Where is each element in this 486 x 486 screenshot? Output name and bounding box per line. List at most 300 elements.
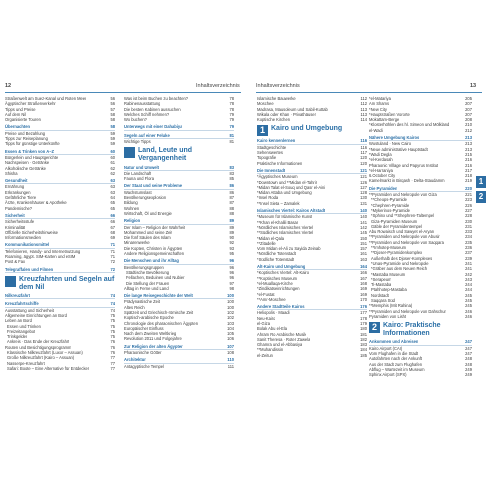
toc-page-number: 66 [110,219,115,225]
toc-page-number: 213 [465,141,472,147]
toc-page-number: 140 [360,214,367,220]
toc-entry-title: Chronologie des pharaonischen Ägypten [124,320,198,326]
chapter-title: Land, Leute und Vergangenheit [138,147,193,162]
toc-page-number: 88 [229,210,234,216]
toc-entry-title: Giza-Pyramiden Museum [371,218,418,224]
toc-entry-title: Altes Reich [124,304,145,310]
toc-page-number: 92 [229,240,234,246]
toc-entry-title: Rabinenausstattung [124,101,161,107]
toc-entry-title: Sicherheitsstufe [5,219,35,225]
toc-entry[interactable] [5,366,115,371]
toc-entry-title: Die Stellung der Frauen [126,280,170,286]
toc-page-number: 227 [465,207,472,213]
toc-entry-title: Abflug – Wartezeit im Museum [369,366,425,372]
toc-column-2 [124,96,234,369]
toc-entry-title: Freizeitangebot [7,328,36,334]
toc-entry-title: Wo buchen? [124,117,147,123]
toc-page-number: 219 [465,178,472,184]
toc-page-number: 96 [229,275,234,281]
toc-entry-title: Gefährliche Tiere [5,195,37,201]
toc-entry-title: Kriminalität [5,224,26,230]
toc-page-number: 213 [465,135,472,141]
toc-page-number: 151 [360,240,367,246]
toc-entry-title: Die Pyramiden [369,185,398,191]
toc-entry-title: el-Giza [257,320,270,326]
toc-entry-title: Mohammed und seine Zeit [124,229,173,235]
toc-entry-title: Telegraffalen und Filmen [5,266,54,272]
toc-page-number: 247 [465,350,472,356]
toc-entry[interactable] [257,161,367,166]
toc-entry-title: Moschee [257,101,274,107]
toc-page-number: 100 [227,293,234,299]
toc-entry-title: **Amr-Moschee [257,296,286,302]
toc-page-number: 81 [229,132,234,138]
toc-entry-title: Aus der Stadt zum Flughafen [369,361,423,367]
toc-entry-title: Ägyptischer Straßenverkehr [5,101,56,107]
toc-entry-title: *Downtown und **Midan el-Tahrir [257,179,318,185]
toc-entry[interactable] [5,141,115,146]
toc-entry-title: Pharaonische Götter [124,350,162,356]
toc-page-number: 75 [110,312,115,318]
toc-page-number: 72 [110,259,115,265]
toc-entry[interactable] [369,128,472,133]
toc-entry-title: **Zitadelle [257,240,276,246]
toc-page-number: 150 [360,235,367,241]
toc-entry-title: Bevölkerungsexplosion [124,195,167,201]
toc-page-number: 93 [229,245,234,251]
toc-page-number: 157 [360,246,367,252]
toc-page-number: 62 [110,165,115,171]
toc-entry[interactable] [124,286,234,291]
right-page-number: 13 [470,83,477,89]
toc-entry-title: Fellachen, Beduinen und Nubier [126,275,185,281]
toc-page-number: 88 [229,205,234,211]
toc-entry[interactable] [124,350,234,355]
toc-entry-title: Die lange Reisegeschichte der Welt [124,293,193,299]
toc-entry-title: **Muhandissin [257,347,284,353]
toc-entry-title: Natur und Umwelt [124,164,160,170]
toc-entry-title: *el-Fustat [257,291,275,297]
toc-page-number: 169 [360,291,367,297]
toc-entry-title: Tipps zur Reiseplanung [5,136,48,142]
toc-entry-title: 6.October City [369,173,396,179]
toc-entry-title: Architektur [124,357,146,363]
toc-page-number: 207 [465,106,472,112]
toc-page-number: 60 [110,148,115,154]
toc-entry-title: *New City [369,106,387,112]
toc-page-number: 107 [227,343,234,349]
toc-page-number: 63 [110,184,115,190]
toc-page-number: 221 [465,192,472,198]
toc-entry-title: el-Zeitun [257,352,273,358]
toc-entry-title: Ptahhotep-Mastaba [371,287,407,293]
toc-entry[interactable] [5,206,115,211]
toc-entry-title: Ankommen und Abreisen [369,339,419,345]
toc-page-number: 90 [229,235,234,241]
toc-entry-title: *Insel Roda [257,195,279,201]
toc-page-number: 237 [465,250,472,256]
toc-page-number: 64 [110,195,115,201]
toc-page-number: 247 [465,345,472,351]
toc-entry[interactable] [5,259,115,264]
toc-page-number: 233 [465,229,472,235]
toc-entry-title: *Mastaba Museum [371,271,406,277]
chapter-tab-2[interactable]: 2 [476,191,486,203]
toc-entry-title: Spätzeit und Griechisch-römische Zeit [124,309,194,315]
toc-page-number: 57 [110,106,115,112]
toc-page-number: 69 [110,235,115,241]
toc-entry-title: Die Menschen und ihr Alltag [124,258,179,264]
toc-entry[interactable] [369,314,472,319]
toc-entry-title: Nasserpe-Kreuzfahrt [7,360,45,366]
toc-entry-title: el-Wadi [369,127,383,133]
toc-entry-title: Islamisches Viertel: Kairos Altstadt [257,208,326,214]
toc-entry[interactable] [124,117,234,122]
toc-page-number: 212 [465,127,472,133]
toc-page-number: 97 [229,280,234,286]
toc-entry-title: Wachstumslast [124,189,152,195]
toc-entry-title: Die Landschaft [124,170,152,176]
toc-section-heading[interactable] [124,124,234,130]
toc-page-number: 213 [465,146,472,152]
chapter-heading [5,276,115,291]
toc-entry-title: Revolution 2011 und Folgejahre [124,336,182,342]
toc-entry-title: Städtische Bevölkerung [126,269,170,275]
toc-entry-title: Post & Fax [5,259,26,265]
toc-entry-title: Die Kopten, Christen in Ägypten [124,245,183,251]
toc-page-number: 223 [465,197,472,203]
toc-entry-title: Nachspeisen · Getränke [5,160,50,166]
toc-entry-title: Routen und Besichtigungsprogramm [5,344,72,350]
toc-page-number: 161 [360,251,367,257]
chapter-number-badge [5,276,16,287]
toc-entry-title: Pandemische? [5,205,33,211]
toc-page-number: 218 [465,173,472,179]
toc-page-number: 56 [110,96,115,101]
toc-entry-title: Welches Schiff nehmen? [124,111,170,117]
toc-page-number: 111 [227,363,234,369]
toc-page-number: 56 [110,101,115,107]
toc-page-number: 87 [229,200,234,206]
toc-page-number: 77 [110,360,115,366]
toc-entry-title: Kairo Airport (CAI) [369,345,403,351]
toc-page-number: 245 [465,292,472,298]
toc-page-number: 142 [360,224,367,230]
toc-page-number: 76 [110,339,115,345]
toc-entry[interactable] [5,235,115,240]
toc-entry-title: Straßenwelt am Suez-Kanal und Roten Meer [5,96,87,101]
toc-page-number: 226 [465,202,472,208]
toc-entry-title: Wohnen [124,205,140,211]
toc-entry-title: *Midan Attaba und Umgebung [257,190,312,196]
toc-page-number: 245 [465,297,472,303]
toc-entry-title: Minarenwerke [124,240,150,246]
toc-entry-title: **Pyramiden und Nekropole von Abusir [369,234,440,240]
toc-entry-title: Nähere Umgebung Kairos [369,135,420,141]
toc-page-number: 177 [360,310,367,316]
toc-entry-title: Kairo kennenlernen [257,138,296,144]
toc-entry-title: Nach dem Zweiten Weltkrieg [124,331,177,337]
toc-page-number: 98 [229,285,234,291]
toc-page-number: 164 [360,264,367,270]
toc-page-number: 62 [110,170,115,176]
toc-entry-title: Madrasa, Mausoleum und Sabil-Kuttab [257,106,328,112]
toc-entry-title: Zur Religion der alten Ägypter [124,343,183,349]
toc-page-number: 181 [360,331,367,337]
chapter-title: Kairo: Praktische Informationen [383,322,441,337]
toc-page-number: 241 [465,266,472,272]
toc-entry[interactable] [124,364,234,369]
chapter-number-badge: 2 [369,322,380,333]
toc-page-number: 76 [110,350,115,356]
toc-page-number: 75 [110,328,115,334]
toc-entry-title: Antagyptische Tempel [124,363,164,369]
toc-page-number: 106 [227,336,234,342]
toc-entry[interactable] [369,178,472,183]
toc-entry-title: Bildung [124,200,138,206]
toc-page-number: 59 [110,130,115,136]
toc-entry-title: Alt-Kairo und Umgebung [257,264,306,270]
toc-entry-title: Auf dem Nil [5,111,27,117]
toc-entry[interactable] [124,176,234,181]
toc-entry-title: Ausstattung und Sicherheit [5,307,54,313]
chapter-title: Kreuzfahrten und Segeln auf dem Nil [19,275,115,291]
toc-entry-title: *el-Matariya [369,96,391,101]
header-rule-right [256,92,482,93]
toc-entry-title: Wustuland · New Cairo [369,141,412,147]
toc-page-number: 170 [360,296,367,302]
toc-entry-title: Fauna und Flora [124,176,155,182]
toc-entry-title: Nordstadt [371,292,389,298]
toc-page-number: 77 [110,355,115,361]
toc-entry[interactable] [124,251,234,256]
toc-page-number: 66 [110,212,115,218]
toc-entry[interactable] [369,372,472,377]
toc-entry-title: **Pyramiden und Nekropole von Dahschur [369,308,446,314]
toc-entry[interactable] [257,353,367,358]
toc-entry-title: *Nördliche Totenstadt [257,251,296,257]
toc-page-number: 244 [465,282,472,288]
toc-page-number: 89 [229,229,234,235]
toc-entry-title: Offizielle Sicherheitshinweise [5,229,58,235]
toc-entry-title: Religion [124,218,141,224]
toc-entry-title: Mokattam-Berge [369,117,400,123]
toc-page-number: 215 [465,151,472,157]
toc-entry[interactable] [257,117,367,122]
toc-page-number: 96 [229,258,234,264]
toc-page-number: 81 [229,139,234,145]
toc-entry-title: *el-Kerdasah [369,157,393,163]
toc-entry[interactable] [257,297,367,302]
toc-entry-title: *Serapeum [371,276,392,282]
toc-page-number: 242 [465,271,472,277]
toc-entry-title: *Sphinx und **Shephren-Taltempel [371,213,435,219]
toc-entry-title: **Khan el-Khalili Basar [257,219,299,225]
toc-page-number: 246 [465,313,472,319]
toc-entry-title: Bolak Abu el-Ela [257,326,288,332]
toc-entry-title: Informationsmedien [5,235,41,241]
toc-column-4 [369,96,472,377]
toc-entry-title: Ernährung [5,184,25,190]
toc-entry-title: Kommunikationsmittel [5,242,50,248]
toc-entry[interactable] [5,117,115,122]
toc-entry-title: Safari: Boote – Eine Alternative für Entdecker [7,365,90,371]
toc-entry-title: *Koptisches Viertel: Alt-Kairo [257,270,310,276]
toc-entry-title: Vom Flughafen in die Stadt [369,350,419,356]
toc-section-heading[interactable] [5,267,115,273]
toc-entry-title: Sehenswertes [257,150,283,156]
toc-entry[interactable] [257,201,367,206]
toc-entry-title: Übernachten [5,124,31,130]
toc-page-number: 121 [360,167,367,173]
toc-entry-title: **Pyramiden und Nekropole von Saqqara [369,239,444,245]
toc-entry-title: Am Shams [369,101,390,107]
toc-page-number: 108 [227,350,234,356]
toc-entry-title: Leben an Bord [5,318,32,324]
toc-page-number: 89 [229,218,234,224]
toc-entry-title: Bevölkerungsgruppen [124,264,164,270]
toc-entry-title: Andere Stadtteile Kairos [257,304,305,310]
toc-entry-title: Kamelmarkt in Birqash · Delta-Staudamm [369,178,445,184]
toc-entry-title: Ghamra und el-Abbasiya [257,342,303,348]
toc-entry-title: Stadtgeschichte [257,144,287,150]
toc-entry-title: **Insel Sieta – Zamalek [257,200,300,206]
toc-entry-title: Topografie [257,155,277,161]
toc-page-number: 71 [110,242,115,248]
chapter-heading [257,125,367,136]
toc-page-number: 245 [465,303,472,309]
toc-page-number: 58 [110,117,115,123]
toc-entry-title: Essen & Trinken von A–Z [5,148,54,154]
left-page-title: Inhaltsverzeichnis [196,83,240,89]
toc-entry[interactable] [124,336,234,341]
toc-page-number: 126 [360,179,367,185]
toc-page-number: 74 [110,301,115,307]
toc-page-number: 120 [360,160,367,166]
toc-page-number: 141 [360,219,367,225]
toc-entry-title: Essen und Trinken [7,323,41,329]
toc-page-number: 116 [360,144,367,150]
toc-entry[interactable] [124,211,234,216]
toc-page-number: 120 [360,155,367,161]
toc-entry-title: Neu-Kairo [257,315,276,321]
toc-entry-title: Organisierte Touren [5,117,41,123]
toc-entry-title: *Nördliches Islamisches Viertel [257,224,314,230]
toc-entry[interactable] [5,171,115,176]
toc-page-number: 72 [110,266,115,272]
toc-entry-title: *el-Harraniya [369,167,393,173]
toc-entry-title: Gesundheit [5,178,28,184]
toc-entry-title: *Wadi Degla [369,151,392,157]
toc-entry-title: Die Innenstadt [257,167,286,173]
toc-page-number: 114 [360,117,367,123]
left-page-number: 12 [5,83,12,89]
toc-page-number: 76 [110,344,115,350]
toc-page-number: 217 [465,167,472,173]
toc-entry-title: Tipps und Preise [5,106,36,112]
toc-entry-title: Koptische Kirchen [257,117,290,123]
toc-page-number: 248 [465,361,472,367]
toc-page-number: 231 [465,223,472,229]
toc-entry-title: Gäble der Pyramidentempel [371,223,422,229]
toc-page-number: 71 [110,254,115,260]
toc-entry-title: Erkrankungen [5,189,31,195]
toc-page-number: 78 [229,106,234,112]
toc-entry-title: Der Islam – Religion der Wahrheit [124,224,186,230]
toc-entry[interactable] [257,257,367,262]
toc-page-number: 68 [110,229,115,235]
toc-page-number: 121 [360,174,367,180]
toc-page-number: 86 [229,189,234,195]
toc-page-number: 247 [465,339,472,345]
chapter-tab-1[interactable]: 1 [476,176,486,188]
toc-entry-title: Allgemeine Einrichtungen an Bord [5,312,67,318]
toc-page-number: 102 [227,315,234,321]
toc-entry-title: Saqqara Süd [371,297,395,303]
toc-page-number: 100 [227,304,234,310]
toc-entry-title: Alkoholische Getränke [5,165,46,171]
toc-page-number: 166 [360,270,367,276]
toc-page-number: 176 [360,304,367,310]
toc-entry-title: Außerhalb des Djoser-Komplexes [371,255,433,261]
toc-entry-title: Pyramiden von Lisht [369,313,407,319]
toc-entry-title: *Museum für Islamische Kunst [257,214,313,220]
toc-entry-title: *Unas-Pyramide und Nekropole [371,260,429,266]
toc-entry-title: *Ägyptisches Museum [257,174,298,180]
toc-page-number: 79 [229,124,234,130]
toc-entry-title: Koptisch-arabische Epoche [124,315,174,321]
toc-page-number: 79 [229,111,234,117]
toc-entry-title: **Memphis (Mit Rahina) [369,303,413,309]
toc-page-number: 59 [110,136,115,142]
toc-entry-title: Sicherheit [5,212,25,218]
toc-page-number: 86 [229,183,234,189]
toc-page-number: 246 [465,308,472,314]
toc-page-number: 63 [110,178,115,184]
toc-entry-title: **Pyramiden und Nekropole von Giza [369,192,437,198]
toc-page-number: 65 [110,205,115,211]
toc-entry-title: Nilkreuzfahrt [5,293,31,299]
toc-entry-title: *Chephren-Pyramide [371,202,410,208]
toc-page-number: 102 [227,309,234,315]
toc-entry-title: Ti-Mastaba [371,282,392,288]
toc-page-number: 113 [360,111,367,117]
toc-section-heading[interactable] [5,293,115,299]
toc-page-number: 112 [360,96,367,101]
toc-page-number: 83 [229,170,234,176]
chapter-number-badge [124,147,135,158]
toc-page-number: 182 [360,336,367,342]
toc-entry-title: Wichtige Tipps [124,139,151,145]
toc-entry-title: Prädynastische Zeit [124,299,160,305]
toc-entry-title: Alltag in Ferne und Land [124,285,169,291]
toc-page-number: 65 [110,200,115,206]
toc-page-number: 185 [360,352,367,358]
chapter-tabs [476,176,486,206]
toc-entry[interactable] [124,139,234,144]
toc-column-1 [5,96,115,371]
toc-entry-title: *Hauptstraßen Vororte [369,111,410,117]
toc-page-number: 58 [110,124,115,130]
toc-entry-title: Praktische Informationen [257,160,303,166]
toc-entry-title: Vom Midan el-Ali zu Sayida Zeinab [257,246,321,252]
toc-page-number: 74 [110,307,115,313]
toc-page-number: 140 [360,208,367,214]
toc-entry-title: *Midan Talat el-Souq und Qasr el-Aini [257,184,326,190]
toc-entry-title: Ahram Ro Arabische Musik [257,331,307,337]
toc-page-number: 85 [229,176,234,182]
toc-entry-title: Ärzte, Krankenhäuser & Apotheke [5,200,67,206]
